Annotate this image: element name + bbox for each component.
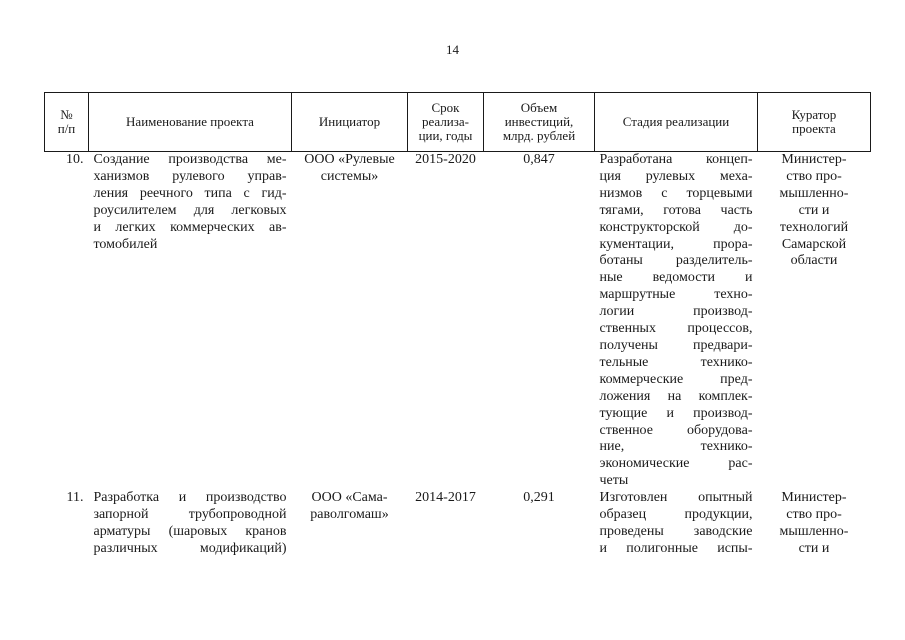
column-header-stage: Стадия реализации bbox=[595, 93, 758, 152]
initiator: ООО «Рулевые системы» bbox=[304, 152, 395, 184]
column-header-curator: Куратор проекта bbox=[758, 93, 871, 152]
column-header-initiator: Инициатор bbox=[292, 93, 408, 152]
page-number: 14 bbox=[446, 42, 459, 57]
row-number: 10. bbox=[66, 152, 84, 167]
curator: Министер- ство про- мышленно- сти и технологий Самарской области bbox=[779, 152, 849, 269]
period: 2014-2017 bbox=[415, 490, 476, 506]
column-header-name: Наименование проекта bbox=[89, 93, 292, 152]
investment: 0,847 bbox=[523, 152, 555, 167]
column-header-investment: Объем инвестиций, млрд. рублей bbox=[484, 93, 595, 152]
investment: 0,291 bbox=[523, 490, 555, 506]
table-row bbox=[45, 152, 871, 491]
implementation-stage: Разработана концеп- ция рулевых меха- низмов с торцевыми тягами, готова часть конструкторской до- кументации, прора- ботаны разделитель- ные ведомости и маршрутные техно- логии производ- ственных процессов, получены предвари- тельные технико- коммерческие пред- ложения на комплек- тующие и производ- ственное оборудова- ние, технико- экономические рас- четы bbox=[599, 152, 753, 489]
curator: Министер- ство про- мышленно- сти и bbox=[779, 490, 849, 556]
initiator: ООО «Сама- раволгомаш» bbox=[310, 490, 389, 523]
project-name: Разработка и производство запорной трубопроводной арматуры (шаровых кранов различных модификаций) bbox=[93, 490, 287, 556]
row-number: 11. bbox=[66, 490, 84, 506]
column-header-number: № п/п bbox=[45, 93, 89, 152]
column-header-period: Срок реализа- ции, годы bbox=[408, 93, 484, 152]
period: 2015-2020 bbox=[415, 152, 476, 167]
table-row bbox=[45, 490, 871, 558]
project-name: Создание производства ме- ханизмов рулевого управ- ления реечного типа с гид- роусилителем для легковых и легких коммерческих ав- томобилей bbox=[93, 152, 287, 252]
header-row bbox=[45, 93, 871, 152]
implementation-stage: Изготовлен опытный образец продукции, проведены заводские и полигонные испы- bbox=[599, 490, 753, 556]
projects-table bbox=[44, 92, 871, 558]
